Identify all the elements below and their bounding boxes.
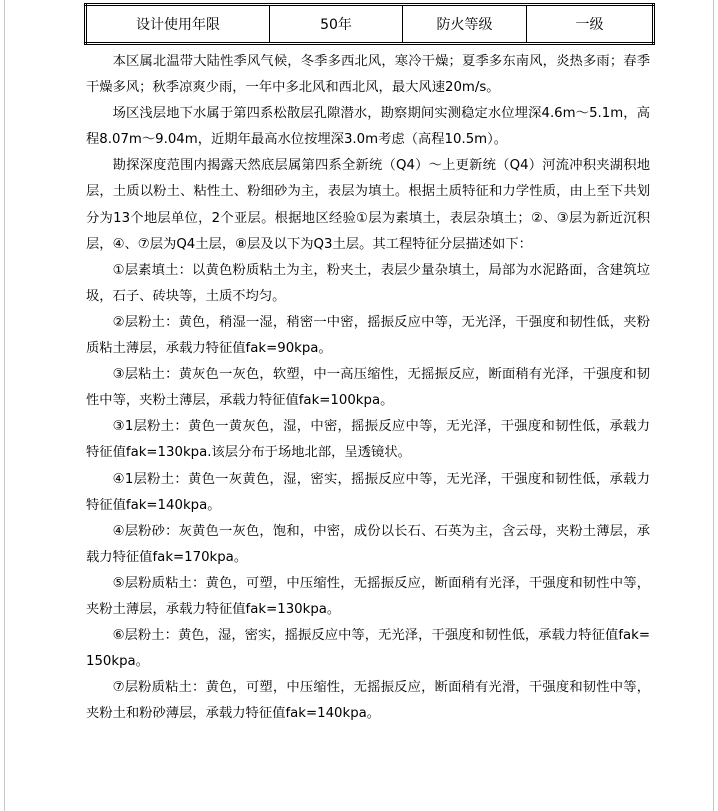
fire-rating-label: 防火等级 — [403, 5, 527, 44]
design-life-label: 设计使用年限 — [86, 5, 270, 44]
layer-4-1-paragraph: ④1层粉土：黄色一灰黄色，湿，密实，摇振反应中等，无光泽，干强度和韧性低，承载力特征值fak=140kpa。 — [86, 471, 650, 513]
layer-3-paragraph: ③层粘土：黄灰色一灰色，软塑，中一高压缩性，无摇振反应，断面稍有光泽，干强度和韧性中等，夹粉土薄层，承载力特征值fak=100kpa。 — [86, 367, 650, 409]
page-border-left — [4, 0, 5, 811]
layer-1-paragraph: ①层素填土：以黄色粉质粘土为主，粉夹土，表层少量杂填土，局部为水泥路面，含建筑垃圾，石子、砖块等，土质不均匀。 — [86, 262, 650, 304]
page-border-right — [713, 0, 714, 811]
layer-2-paragraph: ②层粉土：黄色，稍湿一湿，稍密一中密，摇振反应中等，无光泽，干强度和韧性低，夹粉质粘土薄层，承载力特征值fak=90kpa。 — [86, 314, 650, 357]
layer-7-paragraph: ⑦层粉质粘土：黄色，可塑，中压缩性，无摇振反应，断面稍有光滑，干强度和韧性中等，夹粉土和粉砂薄层，承载力特征值fak=140kpa。 — [86, 680, 650, 722]
strata-overview-paragraph: 勘探深度范围内揭露天然底层属第四系全新统（Q4）～上更新统（Q4）河流冲积夹湖积地层，土质以粉土、粘性土、粉细砂为主，表层为填土。根据土质特征和力学性质，由上至下共划分为13个地层单位，2个亚层。根据地区经验①层为素填土，表层杂填土；②、③层为新近沉积层，④、⑦层为Q4土层，⑧层及以下为Q3土层。其工程特征分层描述如下： — [86, 158, 650, 252]
document-body — [86, 49, 650, 727]
layer-3-1-paragraph: ③1层粉土：黄色一黄灰色，湿，中密，摇振反应中等，无光泽，干强度和韧性低，承载力特征值fak=130kpa.该层分布于场地北部，呈透镜状。 — [86, 419, 650, 461]
layer-4-paragraph: ④层粉砂：灰黄色一灰色，饱和，中密，成份以长石、石英为主，含云母，夹粉土薄层，承载力特征值fak=170kpa。 — [86, 523, 650, 565]
design-info-table — [84, 3, 655, 45]
fire-rating-value: 一级 — [527, 5, 654, 44]
layer-5-paragraph: ⑤层粉质粘土：黄色，可塑，中压缩性，无摇振反应，断面稍有光泽，干强度和韧性中等，夹粉土薄层，承载力特征值fak=130kpa。 — [86, 575, 650, 617]
climate-paragraph: 本区属北温带大陆性季风气候，冬季多西北风，寒冷干燥；夏季多东南风，炎热多雨；春季干燥多风；秋季凉爽少雨，一年中多北风和西北风，最大风速20m/s。 — [86, 54, 650, 96]
design-life-value: 50年 — [270, 5, 403, 44]
layer-6-paragraph: ⑥层粉土：黄色，湿，密实，摇振反应中等，无光泽，干强度和韧性低，承载力特征值fak=150kpa。 — [86, 628, 650, 670]
table-row — [86, 5, 654, 44]
groundwater-paragraph: 场区浅层地下水属于第四系松散层孔隙潜水，勘察期间实测稳定水位埋深4.6m～5.1m，高程8.07m～9.04m，近期年最高水位按埋深3.0m考虑（高程10.5m）。 — [86, 106, 650, 148]
